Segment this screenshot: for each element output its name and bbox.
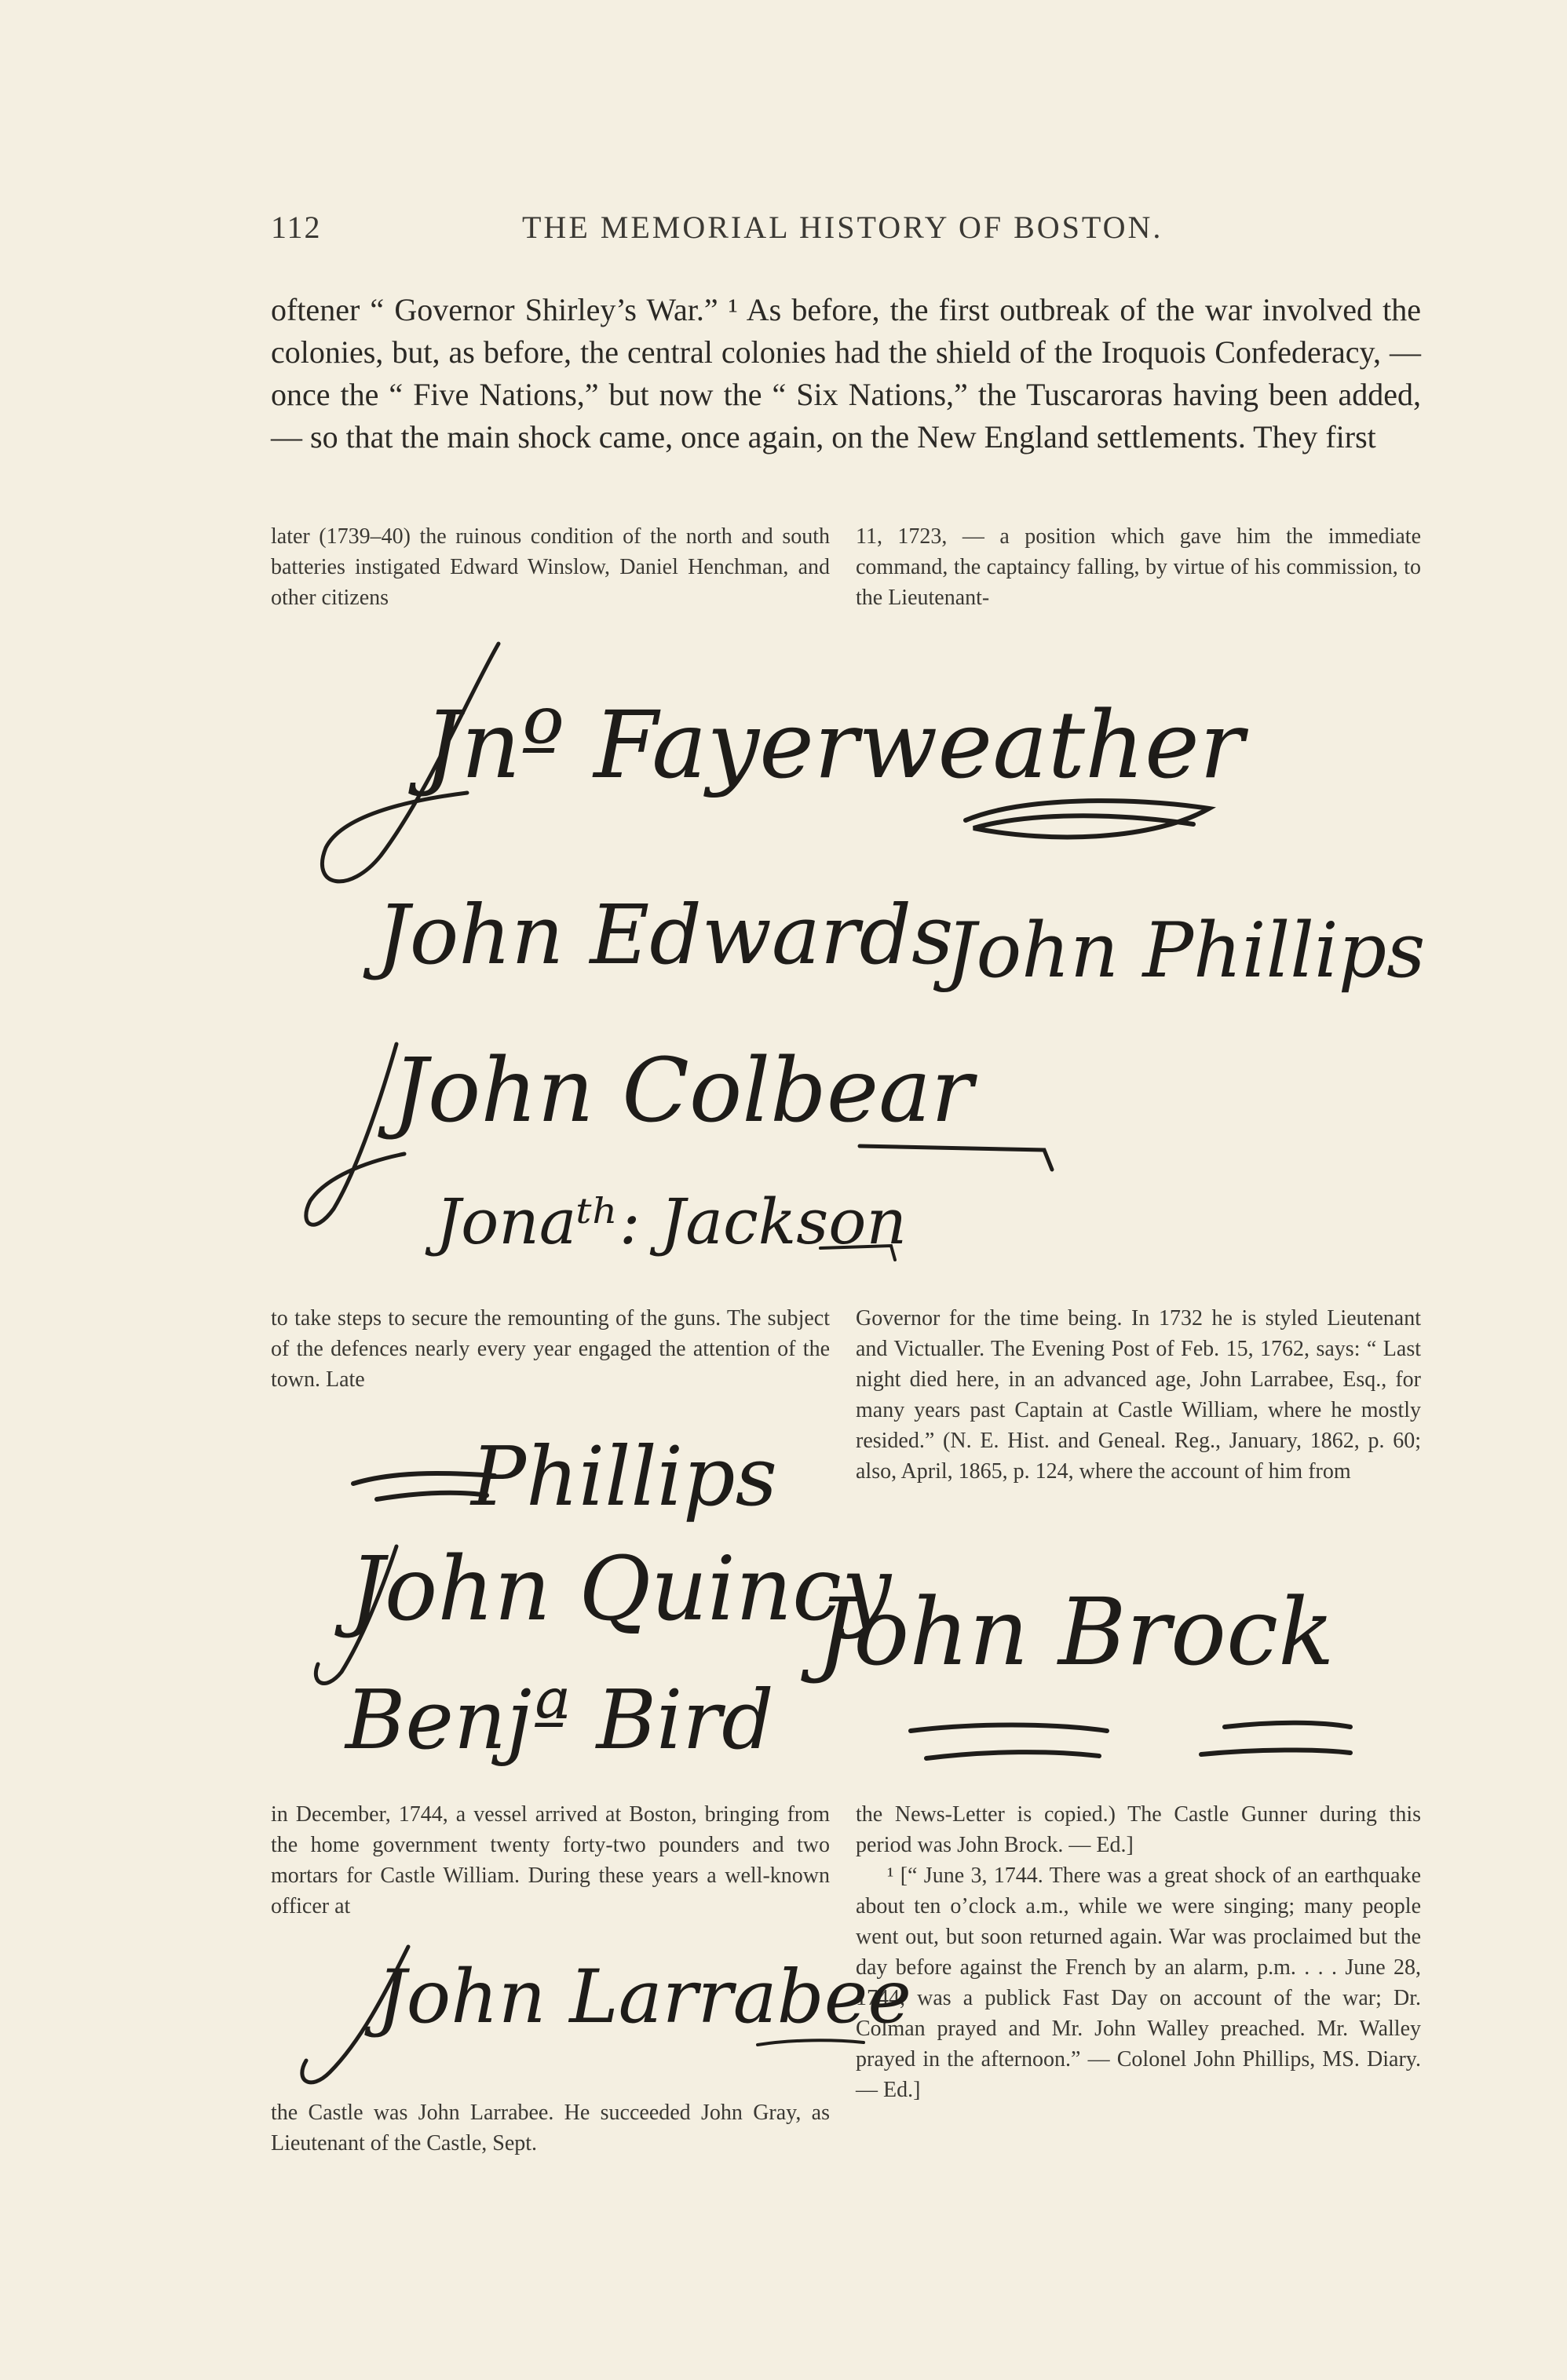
signature-phillips: John Phillips [946,907,1426,995]
note-left-3 [271,1799,830,1922]
main-paragraph: oftener “ Governor Shirley’s War.” ¹ As before, the first outbreak of the war involved the colonies, but, as before, the central colonies had the shield of the Iroquois Confederacy, — once the “ Five Nations,” but now the “ Six Nations,” the Tuscaroras having been added, — so that the main shock came, once again, on the New England settlements. They first [271,292,1421,454]
signature-flourish [754,2033,871,2057]
note-left-2 [271,1303,830,1395]
signature-flourish [879,1715,1366,1770]
page-number: 112 [271,210,322,245]
note-right-2-text: Governor for the time being. In 1732 he is styled Lieutenant and Victualler. The Evening Post of Feb. 15, 1762, says: “ Last night died here, in an advanced age, John Larrabee, Esq., for many years past Captain at Castle William, where he mostly resided.” (N. E. Hist. and Geneal. Reg., January, 1862, p. 60; also, April, 1865, p. 124, where the account of him from [856,1306,1421,1484]
signature-bird: Benjª Bird [345,1672,774,1768]
note-left-1 [271,521,830,613]
signature-flourish [816,1236,903,1268]
signature-jackson-text: Jonaᵗʰ: Jackson [436,1185,907,1258]
note-left-2-text: to take steps to secure the remounting of the guns. The subject of the defences nearly every year engaged the attention of the town. Late [271,1306,830,1392]
note-right-3a-text: the News-Letter is copied.) The Castle Gunner during this period was John Brock. — Ed.] [856,1802,1421,1857]
note-left-3-text: in December, 1744, a vessel arrived at Boston, bringing from the home government twenty forty-two pounders and two mortars for Castle William. During these years a well-known officer at [271,1802,830,1918]
note-left-4-text: the Castle was John Larrabee. He succeeded John Gray, as Lieutenant of the Castle, Sept. [271,2101,830,2156]
note-right-3 [856,1799,1421,2105]
signature-colbear-text: John Colbear [393,1040,973,1142]
note-left-1-text: later (1739–40) the ruinous condition of the north and south batteries instigated Edward Winslow, Daniel Henchman, and other citizens [271,524,830,610]
note-left-4 [271,2097,830,2159]
signature-quincy-text: John Quincy [349,1539,892,1641]
signature-flourish [856,1130,1060,1177]
signature-phillips-short-text: Phillips [471,1429,777,1524]
main-text-block [271,289,1421,458]
signature-flourish [958,793,1225,848]
footnote-1-text: ¹ [“ June 3, 1744. There was a great shock of an earthquake about ten o’clock a.m., while we were singing; many people went out, but soon returned again. War was proclaimed but the day before against the French by an alarm, p.m. . . . June 28, 1744, was a publick Fast Day on account of the war; Dr. Colman prayed and Mr. John Walley preached. Mr. Walley prayed in the afternoon.” — Colonel John Phillips, MS. Diary. — Ed.] [856,1863,1421,2102]
note-right-2 [856,1303,1421,1487]
signature-fayerweather-text: Jnº Fayerweather [424,691,1244,799]
signature-brock-text: John Brock [816,1578,1335,1686]
note-right-1-text: 11, 1723, — a position which gave him the immediate command, the captaincy falling, by virtue of his commission, to the Lieutenant- [856,524,1421,610]
running-title: THE MEMORIAL HISTORY OF BOSTON. [522,210,1163,245]
signature-larrabee-text: John Larrabee [377,1955,912,2040]
note-right-1 [856,521,1421,613]
signature-edwards: John Edwards [377,887,954,983]
